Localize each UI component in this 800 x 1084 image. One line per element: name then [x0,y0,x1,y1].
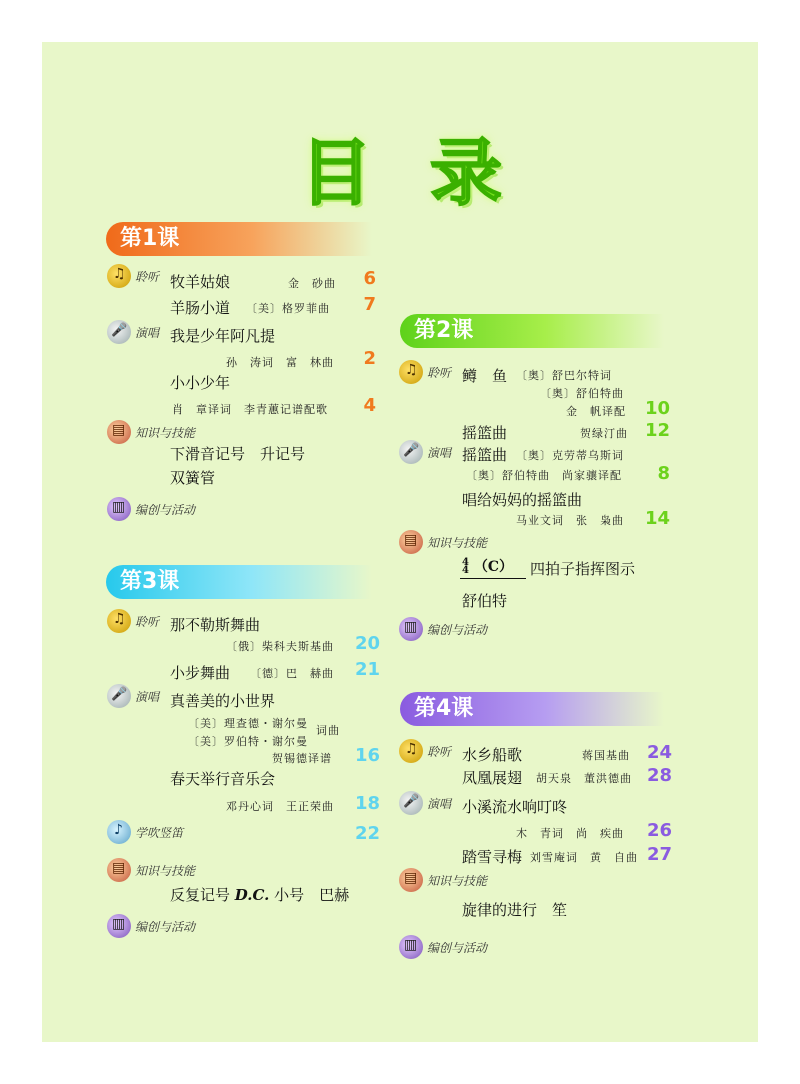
page-number[interactable]: 6 [363,268,376,289]
dc-symbol: D.C. [234,886,270,904]
books-icon [107,858,131,882]
knowledge-item[interactable]: 舒伯特 [462,592,508,610]
time-signature[interactable] [462,556,513,576]
l4-create-category [399,935,487,959]
page-number[interactable]: 2 [363,348,376,369]
microphone-icon [107,320,131,344]
song-credit: 〔奥〕舒巴尔特词 [516,369,612,382]
category-label: 演唱 [135,325,160,340]
song-credit: 蒋国基曲 [582,749,630,762]
page-number[interactable]: 21 [354,659,380,680]
category-label: 编创与活动 [427,622,488,637]
song-title[interactable]: 那不勒斯舞曲 [170,616,261,634]
l4-listen-category [399,739,451,763]
song-title[interactable]: 春天举行音乐会 [170,770,276,788]
page-number[interactable]: 14 [644,508,670,529]
gramophone-icon [399,739,423,763]
knowledge-item[interactable]: 旋律的进行 笙 [462,901,568,919]
l2-sing-category [399,440,451,464]
category-label: 编创与活动 [135,502,196,517]
title-char-2: 录 [430,131,503,215]
lesson-3-banner[interactable]: 第3课 [106,565,372,599]
category-label: 知识与技能 [135,425,196,440]
books-icon [399,868,423,892]
page-number[interactable]: 28 [646,765,672,786]
l3-flute-category [107,820,183,844]
knowledge-item[interactable] [170,884,349,905]
song-credit: 〔美〕罗伯特・谢尔曼 [188,735,308,748]
l1-create-category [107,497,195,521]
song-credit: 〔奥〕舒伯特曲 [540,387,624,400]
page-number[interactable]: 27 [646,844,672,865]
category-label: 编创与活动 [135,919,196,934]
l1-listen-category [107,264,159,288]
l2-create-category [399,617,487,641]
song-credit: 〔奥〕克劳蒂乌斯词 [516,449,624,462]
lesson-2-banner[interactable]: 第2课 [400,314,664,348]
song-credit: 木 青词 尚 疾曲 [516,827,624,840]
song-title[interactable]: 唱给妈妈的摇篮曲 [462,491,583,509]
song-credit: 刘雪庵词 黄 自曲 [530,851,638,864]
page-number[interactable]: 26 [646,820,672,841]
l1-knowledge-category [107,420,195,444]
song-credit: 金 帆译配 [566,405,626,418]
song-title[interactable]: 牧羊姑娘 [170,273,231,291]
keyboard-icon [107,497,131,521]
song-title[interactable]: 摇篮曲 [462,424,508,442]
meter-underline [460,578,526,579]
page-number[interactable]: 22 [354,823,380,844]
category-label: 知识与技能 [427,873,488,888]
books-icon [107,420,131,444]
song-title[interactable]: 小溪流水响叮咚 [462,798,568,816]
song-credit: 马业文词 张 枭曲 [516,514,624,527]
song-credit: 贺锡德译谱 [272,752,332,765]
l2-knowledge-category [399,530,487,554]
category-label: 学吹竖笛 [135,825,184,840]
meter-numerator: 4 [462,557,469,568]
category-label: 编创与活动 [427,940,488,955]
page-number[interactable]: 7 [363,294,376,315]
page-number[interactable]: 4 [363,395,376,416]
common-time-symbol: （C） [473,559,513,575]
song-title[interactable]: 小小少年 [170,374,231,392]
category-label: 聆听 [135,269,160,284]
keyboard-icon [399,617,423,641]
category-label: 演唱 [427,445,452,460]
keyboard-icon [107,914,131,938]
microphone-icon [399,440,423,464]
page-title [300,115,530,215]
category-label: 聆听 [135,614,160,629]
meter-denominator: 4 [462,565,469,576]
title-char-1: 目 [300,131,373,215]
page-number[interactable]: 8 [657,463,670,484]
song-title[interactable]: 小步舞曲 [170,664,231,682]
l3-listen-category [107,609,159,633]
page-number[interactable]: 18 [354,793,380,814]
page-number[interactable]: 20 [354,633,380,654]
page-number[interactable]: 10 [644,398,670,419]
song-credit: 〔奥〕舒伯特曲 尚家骧译配 [466,469,622,482]
song-credit: 〔美〕理查德・谢尔曼 [188,717,308,730]
song-credit-suffix: 词曲 [316,724,340,737]
l3-knowledge-category [107,858,195,882]
song-title[interactable]: 我是少年阿凡提 [170,327,276,345]
knowledge-text: 小号 巴赫 [274,886,350,904]
category-label: 演唱 [427,796,452,811]
song-credit: 〔德〕巴 赫曲 [250,667,334,680]
page-number[interactable]: 16 [354,745,380,766]
l1-sing-category [107,320,159,344]
song-title[interactable]: 摇篮曲 [462,446,508,464]
l2-listen-category [399,360,451,384]
page-number[interactable]: 24 [646,742,672,763]
l4-sing-category [399,791,451,815]
category-label: 知识与技能 [427,535,488,550]
category-label: 聆听 [427,365,452,380]
l3-create-category [107,914,195,938]
knowledge-item[interactable]: 双簧管 [170,469,216,487]
song-title[interactable]: 鳟 鱼 [462,367,508,385]
category-label: 演唱 [135,689,160,704]
song-credit: 肖 章译词 李青蕙记谱配歌 [172,403,328,416]
song-title[interactable]: 羊肠小道 [170,299,231,317]
page-number[interactable]: 12 [644,420,670,441]
lesson-1-banner[interactable]: 第1课 [106,222,372,256]
keyboard-icon [399,935,423,959]
gramophone-icon [107,264,131,288]
l3-sing-category [107,684,159,708]
song-title[interactable]: 踏雪寻梅 [462,848,523,866]
song-credit: 金 砂曲 [288,277,336,290]
song-credit: 孙 涛词 富 林曲 [226,356,334,369]
knowledge-item[interactable]: 四拍子指挥图示 [530,560,636,578]
microphone-icon [399,791,423,815]
time-signature-fraction [462,559,469,575]
books-icon [399,530,423,554]
song-credit: 〔俄〕柴科夫斯基曲 [226,640,334,653]
song-credit: 贺绿汀曲 [580,427,628,440]
knowledge-item[interactable]: 下滑音记号 升记号 [170,445,306,463]
lesson-4-banner[interactable]: 第4课 [400,692,664,726]
gramophone-icon [399,360,423,384]
l4-knowledge-category [399,868,487,892]
song-title[interactable]: 凤凰展翅 [462,769,523,787]
microphone-icon [107,684,131,708]
song-credit: 胡天泉 董洪德曲 [536,772,632,785]
song-title[interactable]: 水乡船歌 [462,746,523,764]
song-credit: 邓丹心词 王正荣曲 [226,800,334,813]
song-credit: 〔美〕格罗菲曲 [246,302,330,315]
gramophone-icon [107,609,131,633]
knowledge-text: 反复记号 [170,886,231,904]
song-title[interactable]: 真善美的小世界 [170,692,276,710]
category-label: 聆听 [427,744,452,759]
category-label: 知识与技能 [135,863,196,878]
recorder-icon [107,820,131,844]
